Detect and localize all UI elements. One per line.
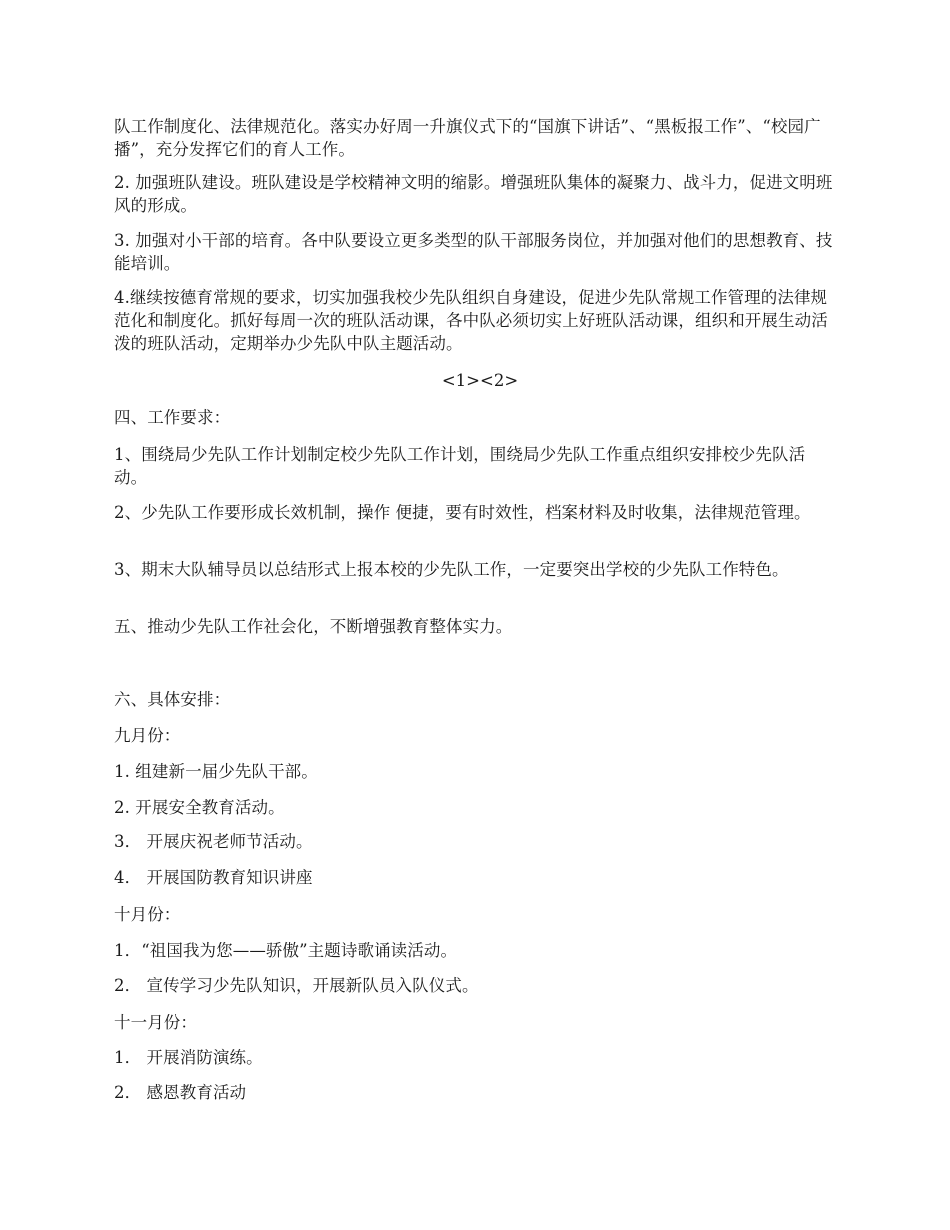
requirement-item-3: 3、期末大队辅导员以总结形式上报本校的少先队工作，一定要突出学校的少先队工作特色。: [114, 560, 789, 579]
section-heading-specific-arrangements: 六、具体安排：: [114, 690, 231, 709]
november-item-2: 2． 感恩教育活动: [114, 1083, 247, 1102]
paragraph-class-team-building: 2. 加强班队建设。班队建设是学校精神文明的缩影。增强班队集体的凝聚力、战斗力，促进文明班风的形成。: [114, 173, 833, 215]
section-heading-socialization: 五、推动少先队工作社会化，不断增强教育整体实力。: [114, 617, 513, 636]
paragraph-moral-education-routine: 4.继续按德育常规的要求，切实加强我校少先队组织自身建设，促进少先队常规工作管理的法律规范化和制度化。抓好每周一次的班队活动课，各中队必须切实上好班队活动课，组织和开展生动活泼的班队活动，定期举办少先队中队主题活动。: [114, 288, 828, 353]
september-item-2: 2. 开展安全教育活动。: [114, 798, 285, 817]
section-heading-work-requirements: 四、工作要求：: [114, 408, 231, 427]
september-item-3: 3． 开展庆祝老师节活动。: [114, 832, 313, 851]
page-marker: <1><2>: [441, 371, 519, 390]
september-item-1: 1. 组建新一届少先队干部。: [114, 762, 318, 781]
month-heading-october: 十月份：: [114, 905, 181, 924]
paragraph-team-work-institutionalization: 队工作制度化、法律规范化。落实办好周一升旗仪式下的“国旗下讲话”、“黑板报工作”、“校园广播”，充分发挥它们的育人工作。: [114, 117, 821, 159]
september-item-4: 4． 开展国防教育知识讲座: [114, 868, 313, 887]
requirement-item-2: 2、少先队工作要形成长效机制，操作 便捷，要有时效性，档案材料及时收集，法律规范管理。: [114, 503, 811, 522]
month-heading-november: 十一月份：: [114, 1013, 197, 1032]
october-item-1: 1．“祖国我为您——骄傲”主题诗歌诵读活动。: [114, 941, 458, 960]
paragraph-cadre-training: 3. 加强对小干部的培育。各中队要设立更多类型的队干部服务岗位，并加强对他们的思想教育、技能培训。: [114, 231, 833, 273]
november-item-1: 1． 开展消防演练。: [114, 1048, 263, 1067]
october-item-2: 2． 宣传学习少先队知识，开展新队员入队仪式。: [114, 976, 479, 995]
month-heading-september: 九月份：: [114, 726, 181, 745]
requirement-item-1: 1、围绕局少先队工作计划制定校少先队工作计划，围绕局少先队工作重点组织安排校少先队活动。: [114, 445, 806, 487]
